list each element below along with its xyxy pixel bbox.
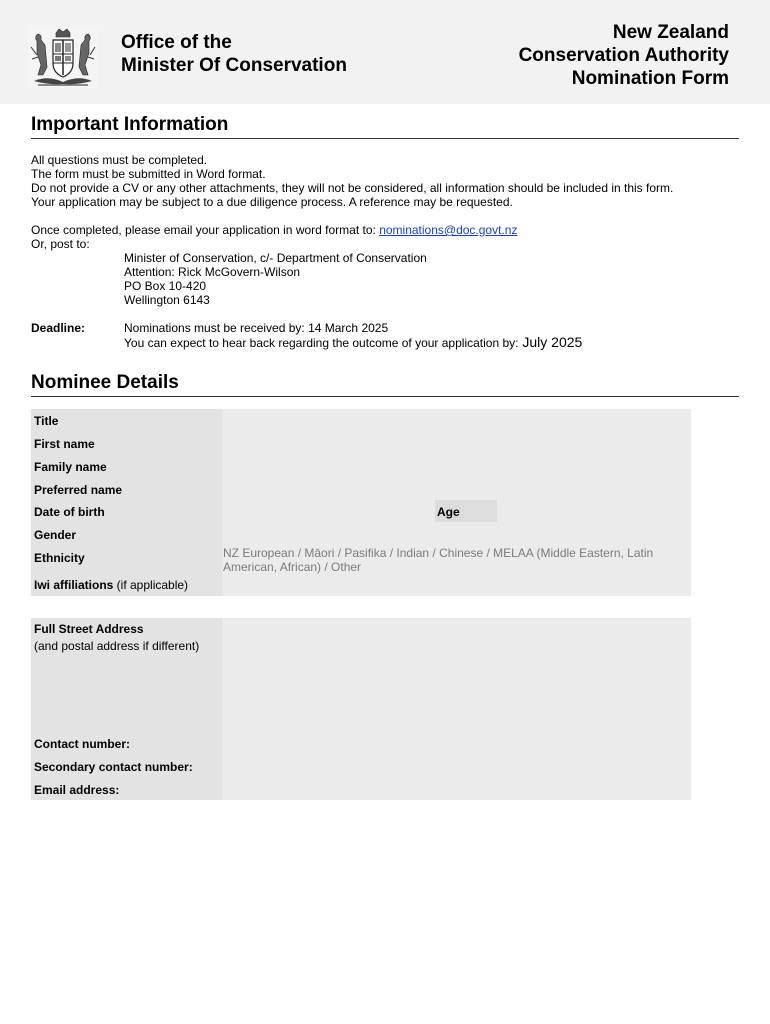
nominee-details-table xyxy=(31,409,691,596)
family-name-label: Family name xyxy=(34,460,107,474)
first-name-label: First name xyxy=(34,437,95,451)
instruction-line: The form must be submitted in Word format. xyxy=(31,167,266,181)
iwi-label-suffix: (if applicable) xyxy=(113,578,189,592)
title-label: Title xyxy=(34,414,59,428)
dob-label: Date of birth xyxy=(34,505,105,519)
instruction-line: Do not provide a CV or any other attachments, they will not be considered, all information should be included in this form. xyxy=(31,181,674,195)
address-line: Attention: Rick McGovern-Wilson xyxy=(124,265,301,279)
instruction-line: Your application may be subject to a due diligence process. A reference may be requested. xyxy=(31,195,513,209)
email-link[interactable]: nominations@doc.govt.nz xyxy=(379,223,518,237)
office-line-1: Office of the xyxy=(121,32,232,53)
coat-of-arms-icon xyxy=(28,27,98,89)
ethnicity-hint: NZ European / Māori / Pasifika / Indian / Chinese / MELAA (Middle Eastern, Latin American, African) / Other xyxy=(223,546,654,574)
iwi-label xyxy=(34,578,188,592)
office-line-2: Minister Of Conservation xyxy=(121,55,347,76)
contact-number-label: Contact number: xyxy=(34,737,130,751)
email-instruction xyxy=(31,223,517,237)
deadline-line-2-prefix: You can expect to hear back regarding the outcome of your application by: xyxy=(124,336,519,350)
contact-details-table xyxy=(31,618,691,800)
form-title-line-2: Conservation Authority xyxy=(518,45,729,66)
address-line: Minister of Conservation, c/- Department of Conservation xyxy=(124,251,427,265)
preferred-name-label: Preferred name xyxy=(34,483,123,497)
secondary-contact-label: Secondary contact number: xyxy=(34,760,193,774)
input-column[interactable] xyxy=(222,618,691,800)
street-address-label: Full Street Address xyxy=(34,622,144,636)
street-address-note: (and postal address if different) xyxy=(34,639,200,653)
email-address-label: Email address: xyxy=(34,783,120,797)
office-title xyxy=(121,31,347,77)
deadline-date: July 2025 xyxy=(518,334,583,350)
deadline-line-1: Nominations must be received by: 14 March 2025 xyxy=(124,321,389,335)
age-label: Age xyxy=(437,505,460,519)
form-title-line-1: New Zealand xyxy=(612,22,729,43)
post-intro: Or, post to: xyxy=(31,237,90,251)
email-prefix: Once completed, please email your application in word format to: xyxy=(31,223,380,237)
address-line: PO Box 10-420 xyxy=(124,279,207,293)
form-title xyxy=(519,21,729,90)
gender-label: Gender xyxy=(34,528,77,542)
iwi-label-text: Iwi affiliations xyxy=(34,578,114,592)
address-line: Wellington 6143 xyxy=(124,293,210,307)
instruction-line: All questions must be completed. xyxy=(31,153,208,167)
deadline-line-2 xyxy=(124,335,582,350)
deadline-label: Deadline: xyxy=(31,321,86,335)
form-title-line-3: Nomination Form xyxy=(571,68,729,89)
ethnicity-label: Ethnicity xyxy=(34,551,85,565)
important-info-heading: Important Information xyxy=(31,114,739,139)
nominee-details-heading: Nominee Details xyxy=(31,372,739,397)
